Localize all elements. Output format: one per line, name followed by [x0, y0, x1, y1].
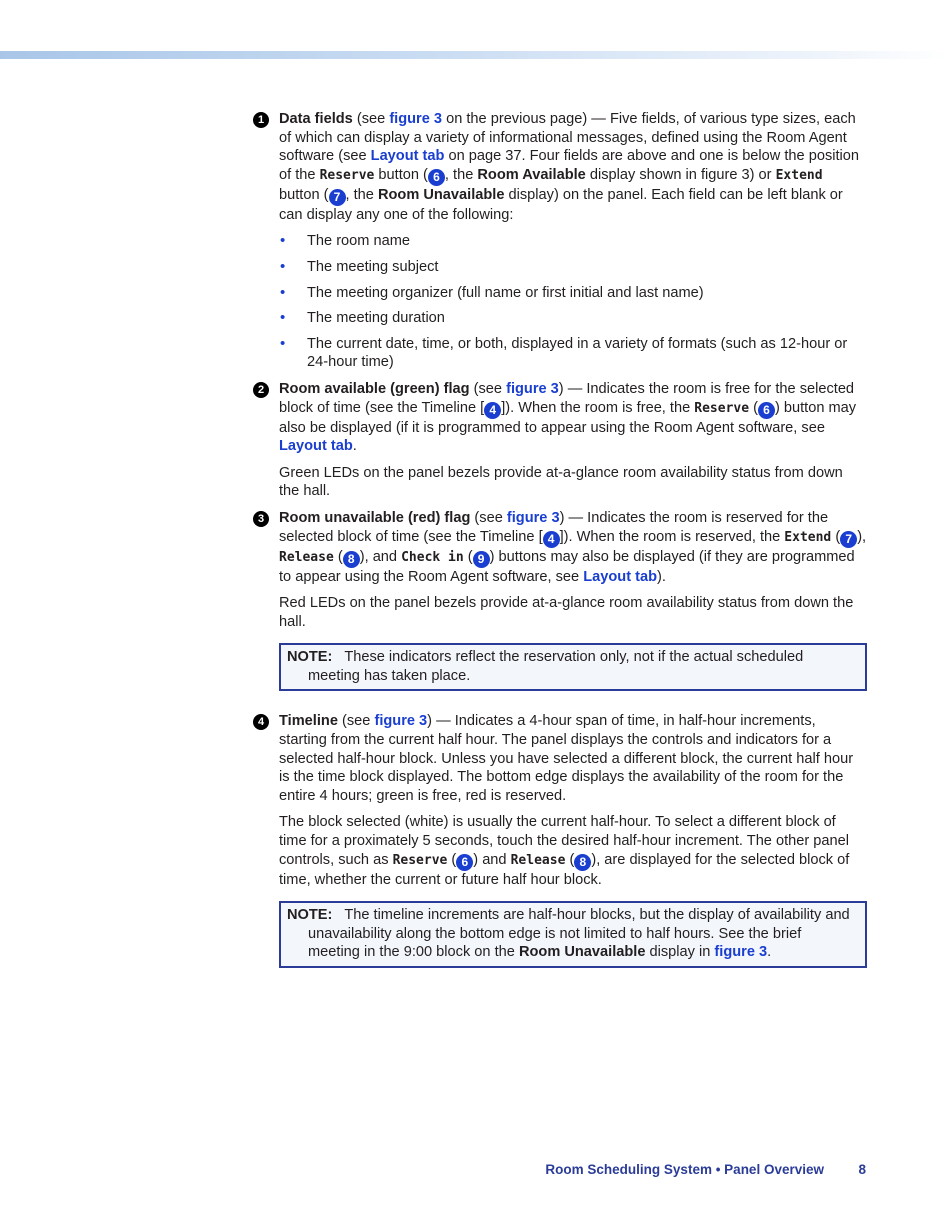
item-number-badge: 3 — [253, 511, 269, 527]
list-item — [279, 232, 867, 251]
footer-title: Room Scheduling System • Panel Overview — [545, 1162, 824, 1177]
data-field-options-list — [279, 232, 867, 372]
item-number-badge: 1 — [253, 112, 269, 128]
text-run: ). — [657, 568, 666, 585]
room-unavailable-text: Room Unavailable — [377, 186, 505, 203]
text-run: (see — [469, 380, 507, 397]
text-run: , the — [444, 166, 478, 183]
item-timeline — [253, 712, 867, 968]
item-room-unavailable-flag — [253, 509, 867, 692]
check-in-button-name: Check in — [401, 549, 464, 565]
text-run: ), — [857, 528, 867, 545]
note-label: NOTE: — [287, 649, 333, 666]
item-paragraph — [279, 380, 867, 456]
page-number: 8 — [858, 1162, 866, 1177]
list-item — [279, 258, 867, 277]
text-run: ), are displayed for the selected block of time, whether the current or future half hour block. — [279, 851, 850, 888]
note-box — [279, 643, 867, 691]
list-item-text: The meeting duration — [307, 310, 445, 327]
note-label: NOTE: — [287, 907, 333, 924]
callout-8: 8 — [343, 551, 360, 568]
reserve-button-name: Reserve — [694, 400, 750, 416]
item-data-fields — [253, 110, 867, 372]
header-gradient-bar — [0, 51, 950, 59]
text-run: ( — [749, 399, 758, 416]
list-item — [279, 284, 867, 303]
item-title: Timeline — [279, 713, 338, 730]
item-paragraph — [279, 509, 867, 586]
layout-tab-link[interactable]: Layout tab — [279, 438, 353, 455]
list-item-text: The meeting organizer (full name or first initial and last name) — [307, 284, 704, 301]
list-item-text: The current date, time, or both, displayed in a variety of formats (such as 12-hour or 24-hour time) — [307, 335, 848, 371]
note-box — [279, 901, 867, 968]
bullet-icon: • — [280, 309, 286, 327]
text-run: button ( — [279, 186, 329, 203]
text-run: ( — [831, 528, 841, 545]
text-run: ), and — [359, 548, 402, 565]
text-run: ( — [333, 548, 343, 565]
text-run: ]). When the room is reserved, the — [559, 528, 785, 545]
layout-tab-link[interactable]: Layout tab — [370, 148, 445, 165]
callout-4: 4 — [543, 531, 560, 548]
text-run: ( — [447, 851, 457, 868]
callout-7: 7 — [329, 189, 346, 206]
callout-6: 6 — [428, 169, 445, 186]
item-number-badge: 4 — [253, 714, 269, 730]
bullet-icon: • — [280, 232, 286, 250]
reserve-button-name: Reserve — [392, 852, 448, 868]
text-run: ) buttons may also be displayed (if they are programmed to appear using the Room Agent software, see — [279, 548, 855, 585]
list-item-text: The room name — [307, 233, 411, 250]
text-run: ( — [565, 851, 575, 868]
text-run: ]). When the room is free, the — [501, 399, 695, 416]
release-button-name: Release — [510, 852, 566, 868]
item-paragraph: Red LEDs on the panel bezels provide at-a-glance room availability status from down the hall. — [279, 595, 854, 630]
text-run: The block selected (white) is usually the current half-hour. To select a different block of time for a proximately 5 seconds, touch the desired half-hour increment. The other panel controls, such as — [279, 814, 850, 868]
text-run: ) and — [473, 851, 511, 868]
item-room-available-flag — [253, 380, 867, 501]
text-run: (see — [352, 111, 390, 127]
text-run: display shown in figure 3) or — [585, 166, 776, 183]
item-title: Data fields — [279, 111, 353, 127]
note-text: These indicators reflect the reservation only, not if the actual scheduled meeting has taken place. — [308, 649, 804, 684]
callout-8: 8 — [574, 854, 591, 871]
item-paragraph — [279, 712, 867, 805]
bullet-icon: • — [280, 257, 286, 275]
room-unavailable-text: Room Unavailable — [518, 944, 646, 961]
figure-3-link[interactable]: figure 3 — [506, 380, 559, 397]
text-run: ( — [463, 548, 473, 565]
text-run: on page 37. Four fields are above and one is below the position of the — [279, 148, 860, 183]
text-run: ) — Indicates a 4-hour span of time, in half-hour increments, starting from the current half hour. The panel displays the controls and indicators for a selected half-hour block. Unless you have selected a different block, the current half hour is the time block displayed. The bottom edge displays the availability of the room for the entire 4 hours; green is free, red is reserved. — [279, 713, 854, 804]
text-run: ) — Indicates the room is free for the selected block of time (see the Timeline [ — [279, 380, 855, 416]
text-run: , the — [345, 186, 378, 203]
figure-3-link[interactable]: figure 3 — [506, 509, 560, 526]
callout-7: 7 — [840, 531, 857, 548]
list-item — [279, 309, 867, 328]
text-run: button ( — [374, 166, 428, 183]
text-run: display) on the panel. Each field can be left blank or can display any one of the following: — [279, 186, 843, 223]
room-available-text: Room Available — [477, 166, 586, 183]
callout-9: 9 — [473, 551, 490, 568]
bullet-icon: • — [280, 334, 286, 352]
text-run: ) — Indicates the room is reserved for the selected block of time (see the Timeline [ — [279, 509, 829, 545]
page-content — [253, 110, 867, 989]
figure-3-link[interactable]: figure 3 — [714, 944, 768, 961]
bullet-icon: • — [280, 283, 286, 301]
text-run: on the previous page) — Five fields, of various type sizes, each of which can display a variety of informational messages, defined using the Room Agent software (see — [279, 111, 856, 165]
layout-tab-link[interactable]: Layout tab — [583, 568, 658, 585]
note-text: . — [767, 944, 772, 961]
item-paragraph — [279, 110, 867, 224]
item-paragraph: Green LEDs on the panel bezels provide at-a-glance room availability status from down the hall. — [279, 464, 843, 500]
text-run: . — [352, 438, 357, 455]
reserve-button-name: Reserve — [319, 167, 375, 183]
text-run: (see — [337, 713, 375, 730]
list-item-text: The meeting subject — [307, 258, 439, 275]
release-button-name: Release — [279, 549, 334, 565]
callout-6: 6 — [758, 402, 775, 419]
item-paragraph — [279, 813, 867, 889]
list-item — [279, 335, 867, 372]
callout-4: 4 — [484, 402, 501, 419]
text-run: (see — [470, 509, 507, 526]
extend-button-name: Extend — [775, 167, 823, 183]
note-text: display in — [645, 944, 715, 961]
extend-button-name: Extend — [784, 529, 832, 545]
item-title: Room unavailable (red) flag — [279, 509, 471, 526]
callout-6: 6 — [456, 854, 473, 871]
figure-3-link[interactable]: figure 3 — [389, 111, 443, 127]
note-text: The timeline increments are half-hour blocks, but the display of availability and unavailability along the bottom edge is not limited to half hours. See the brief meeting in the 9:00 block on the — [308, 907, 850, 961]
page-footer — [0, 1162, 950, 1182]
item-title: Room available (green) flag — [279, 380, 470, 397]
figure-3-link[interactable]: figure 3 — [374, 713, 428, 730]
item-number-badge: 2 — [253, 382, 269, 398]
text-run: ) button may also be displayed (if it is programmed to appear using the Room Agent software, see — [279, 399, 857, 436]
